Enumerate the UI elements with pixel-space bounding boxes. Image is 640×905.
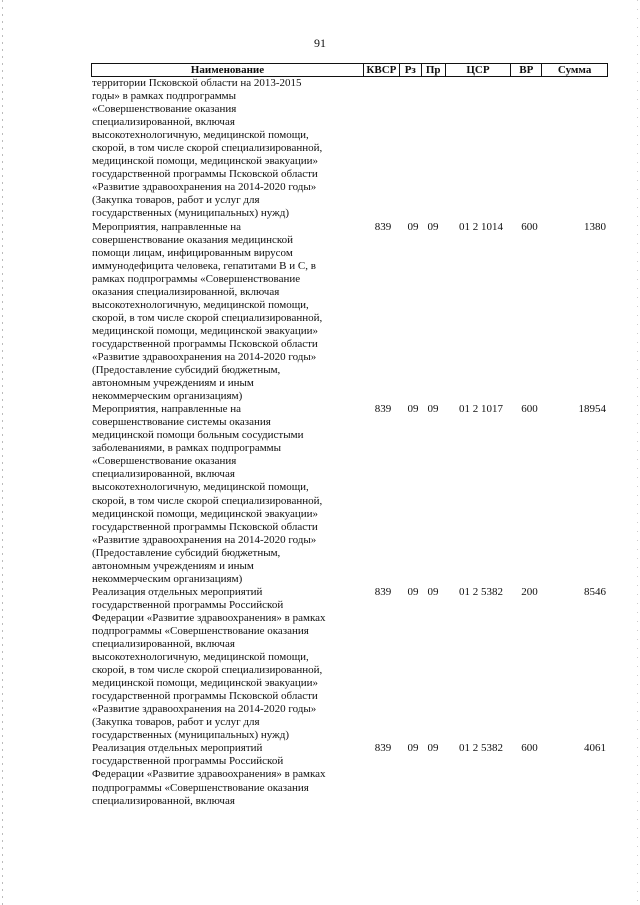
row-name-line: медицинской помощи, медицинской эвакуации»: [92, 155, 319, 168]
row-name-line: подпрограммы «Совершенствование оказания: [92, 624, 309, 637]
row-kvsr: 839: [374, 403, 392, 416]
row-name-line: специализированной, включая: [92, 794, 235, 807]
row-kvsr: 839: [374, 585, 392, 598]
row-sum: 18954: [578, 403, 606, 416]
row-pr: 09: [427, 220, 439, 233]
row-csr: 01 2 1017: [459, 403, 503, 416]
row-name-line: (Предоставление субсидий бюджетным,: [92, 546, 281, 559]
row-name: [91, 403, 363, 586]
row-pr: 09: [427, 742, 439, 755]
row-name-line: «Развитие здравоохранения на 2014-2020 годы»: [92, 350, 317, 363]
table-row: [91, 403, 608, 586]
row-name-line: государственных (муниципальных) нужд): [92, 207, 289, 220]
row-name-line: медицинской помощи, медицинской эвакуации»: [92, 507, 319, 520]
row-kvsr: 839: [374, 742, 392, 755]
row-name-line: совершенствование системы оказания: [92, 416, 271, 429]
row-name-line: помощи лицам, инфицированным вирусом: [92, 246, 293, 259]
row-name-line: оказания специализированной, включая: [92, 285, 280, 298]
row-csr: 01 2 5382: [459, 742, 503, 755]
row-rz: 09: [407, 220, 419, 233]
row-name-line: территории Псковской области на 2013-2015: [92, 77, 302, 89]
table-row: [91, 586, 608, 743]
row-csr: 01 2 1014: [459, 220, 503, 233]
header-rz: Рз: [399, 64, 421, 76]
row-name-line: государственной программы Псковской области: [92, 337, 318, 350]
header-sum: Сумма: [541, 64, 607, 76]
table-row: [91, 742, 608, 807]
row-rz: 09: [407, 403, 419, 416]
header-pr: Пр: [421, 64, 445, 76]
row-rz: 09: [407, 585, 419, 598]
row-name-line: Реализация отдельных мероприятий: [92, 585, 263, 598]
table-header: [91, 63, 608, 77]
row-vr: 600: [521, 403, 538, 416]
row-name-line: (Закупка товаров, работ и услуг для: [92, 716, 260, 729]
header-kvsr: КВСР: [363, 64, 399, 76]
row-name: [91, 221, 363, 404]
row-name-line: государственной программы Российской: [92, 598, 284, 611]
table-row: [91, 77, 608, 221]
row-name-line: «Развитие здравоохранения на 2014-2020 годы»: [92, 533, 317, 546]
row-vr: 600: [521, 220, 538, 233]
row-name-line: скорой, в том числе скорой специализированной,: [92, 494, 323, 507]
row-name-line: медицинской помощи, медицинской эвакуации»: [92, 324, 319, 337]
row-rz: 09: [407, 742, 419, 755]
row-csr: 01 2 5382: [459, 585, 503, 598]
row-name-line: государственной программы Псковской области: [92, 168, 318, 181]
row-name-line: специализированной, включая: [92, 116, 235, 129]
row-name-line: государственной программы Псковской области: [92, 690, 318, 703]
row-name-line: Федерации «Развитие здравоохранения» в рамках: [92, 611, 326, 624]
row-sum: 4061: [584, 742, 606, 755]
budget-table: [91, 63, 608, 808]
row-name-line: Мероприятия, направленные на: [92, 220, 241, 233]
row-name-line: подпрограммы «Совершенствование оказания: [92, 781, 309, 794]
row-name-line: «Совершенствование оказания: [92, 455, 237, 468]
row-sum: 8546: [584, 585, 606, 598]
scan-right-edge: [637, 0, 638, 905]
row-kvsr: 839: [374, 220, 392, 233]
row-name-line: заболеваниями, в рамках подпрограммы: [92, 442, 282, 455]
row-vr: 600: [521, 742, 538, 755]
scan-left-edge: [2, 0, 3, 905]
row-name-line: высокотехнологичную, медицинской помощи,: [92, 298, 309, 311]
row-name-line: «Совершенствование оказания: [92, 103, 237, 116]
header-csr: ЦСР: [445, 64, 511, 76]
table-body: [91, 77, 608, 808]
row-name-line: государственных (муниципальных) нужд): [92, 729, 289, 742]
row-name-line: высокотехнологичную, медицинской помощи,: [92, 481, 309, 494]
row-name-line: Федерации «Развитие здравоохранения» в рамках: [92, 768, 326, 781]
table-row: [91, 221, 608, 404]
row-name-line: скорой, в том числе скорой специализированной,: [92, 664, 323, 677]
header-vr: ВР: [510, 64, 541, 76]
row-name-line: автономным учреждениям и иным: [92, 559, 254, 572]
row-name-line: «Развитие здравоохранения на 2014-2020 годы»: [92, 181, 317, 194]
row-name-line: некоммерческим организациям): [92, 572, 243, 585]
row-name-line: иммунодефицита человека, гепатитами В и С, в: [92, 259, 316, 272]
row-sum: 1380: [584, 220, 606, 233]
row-vr: 200: [521, 585, 538, 598]
row-name-line: государственной программы Российской: [92, 755, 284, 768]
row-name-line: некоммерческим организациям): [92, 390, 243, 403]
row-name-line: скорой, в том числе скорой специализированной,: [92, 142, 323, 155]
row-name-line: государственной программы Псковской области: [92, 520, 318, 533]
row-name-line: высокотехнологичную, медицинской помощи,: [92, 129, 309, 142]
row-name-line: специализированной, включая: [92, 638, 235, 651]
row-name-line: медицинской помощи, медицинской эвакуации»: [92, 677, 319, 690]
row-name-line: Реализация отдельных мероприятий: [92, 742, 263, 755]
row-name-line: (Предоставление субсидий бюджетным,: [92, 364, 281, 377]
header-name: Наименование: [190, 64, 265, 76]
row-name-line: рамках подпрограммы «Совершенствование: [92, 272, 301, 285]
page-number: 91: [314, 36, 326, 50]
row-name-line: автономным учреждениям и иным: [92, 377, 254, 390]
row-name-line: скорой, в том числе скорой специализированной,: [92, 311, 323, 324]
row-name-line: (Закупка товаров, работ и услуг для: [92, 194, 260, 207]
row-pr: 09: [427, 403, 439, 416]
row-name: [91, 77, 363, 221]
row-name-line: медицинской помощи больным сосудистыми: [92, 429, 304, 442]
row-name-line: «Развитие здравоохранения на 2014-2020 годы»: [92, 703, 317, 716]
row-name-line: годы» в рамках подпрограммы: [92, 90, 237, 103]
row-name: [91, 586, 363, 743]
row-pr: 09: [427, 585, 439, 598]
row-name: [91, 742, 363, 807]
row-name-line: специализированной, включая: [92, 468, 235, 481]
row-name-line: совершенствование оказания медицинской: [92, 233, 294, 246]
row-name-line: Мероприятия, направленные на: [92, 403, 241, 416]
row-name-line: высокотехнологичную, медицинской помощи,: [92, 651, 309, 664]
